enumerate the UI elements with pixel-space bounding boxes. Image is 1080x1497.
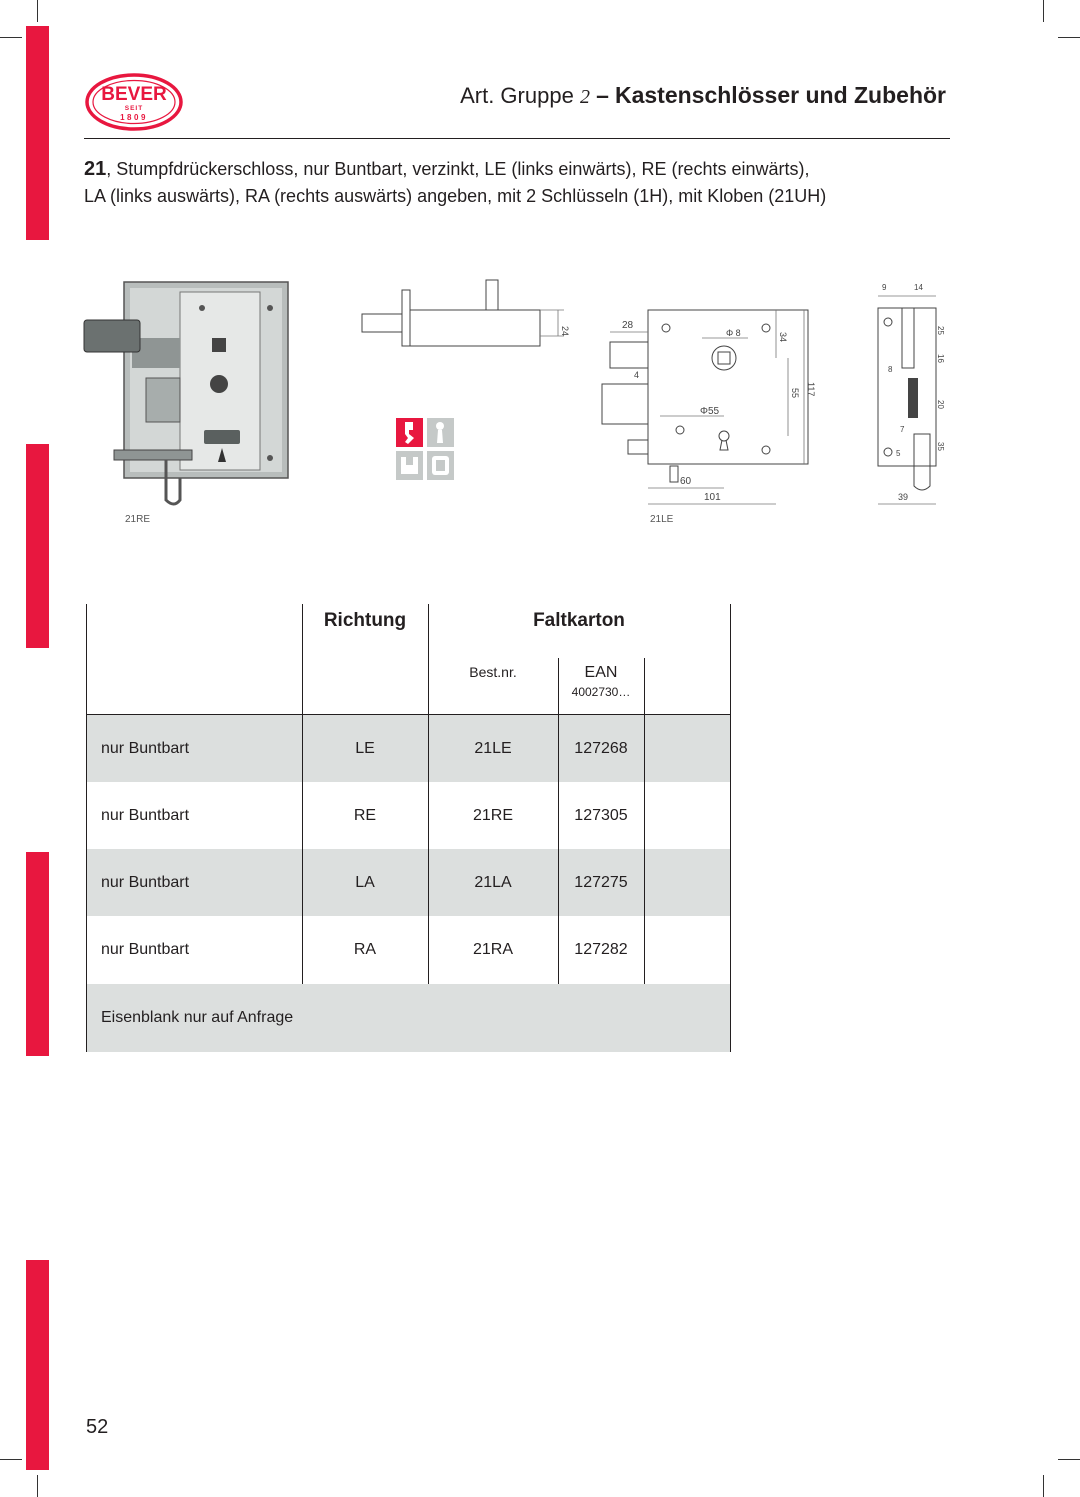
dim-label-24: 24 <box>560 326 570 337</box>
product-description <box>84 156 984 210</box>
page-title <box>460 82 946 109</box>
header-group-number: 2 <box>579 86 590 108</box>
table-row <box>86 782 731 849</box>
logo-wordmark: BEVER <box>101 84 167 105</box>
row-bestnr: 21LE <box>474 740 512 757</box>
dim-label-14: 14 <box>914 283 923 292</box>
logo-tagline: SEIT <box>124 105 144 112</box>
description-line-2: LA (links auswärts), RA (rechts auswärts) angeben, mit 2 Schlüsseln (1H), mit Kloben (21UH) <box>84 186 827 206</box>
header-divider <box>84 138 950 139</box>
dim-label-16: 16 <box>936 354 945 363</box>
header-divider-line <box>86 714 731 715</box>
dim-label-28: 28 <box>622 320 634 331</box>
dim-label-8: 8 <box>888 365 893 374</box>
dim-label-9: 9 <box>882 283 887 292</box>
row-description: nur Buntbart <box>101 941 190 958</box>
lock-front-technical-drawing <box>598 298 820 514</box>
table-row <box>86 849 731 916</box>
dim-label-7: 7 <box>900 425 905 434</box>
product-table <box>86 604 731 1052</box>
bever-logo <box>84 72 184 132</box>
lock-side-technical-drawing <box>870 276 950 512</box>
dim-label-4: 4 <box>634 370 640 380</box>
row-ean: 127305 <box>574 807 628 824</box>
row-bestnr: 21LA <box>474 874 512 891</box>
dim-label-60: 60 <box>680 476 692 487</box>
column-header-faltkarton: Faltkarton <box>533 610 625 631</box>
row-bestnr: 21RE <box>472 807 514 824</box>
table-border <box>86 604 87 1052</box>
footer-note: Eisenblank nur auf Anfrage <box>101 1009 294 1026</box>
row-bestnr: 21RA <box>472 941 514 958</box>
function-pictogram-icon <box>396 418 456 480</box>
column-divider <box>644 658 645 984</box>
table-row <box>86 916 731 983</box>
dim-label-117: 117 <box>806 382 816 397</box>
crop-mark <box>37 0 38 22</box>
photo-caption: 21RE <box>125 514 151 525</box>
table-footer-row <box>86 984 731 1052</box>
column-divider <box>302 604 303 984</box>
crop-mark <box>37 1475 38 1497</box>
page-number: 52 <box>86 1416 109 1438</box>
dim-label-35: 35 <box>936 442 945 451</box>
row-richtung: RA <box>353 941 377 958</box>
crop-mark <box>1058 1459 1080 1460</box>
crop-mark <box>1058 37 1080 38</box>
row-ean: 127282 <box>574 941 628 958</box>
column-divider <box>428 604 429 984</box>
row-ean: 127268 <box>574 740 628 757</box>
lock-photo <box>70 278 295 510</box>
logo-year: 1809 <box>120 113 148 122</box>
index-tab <box>26 852 49 1056</box>
subheader-ean: EAN <box>584 664 618 681</box>
dim-label-34: 34 <box>778 332 788 343</box>
index-tab <box>26 444 49 648</box>
article-number: 21 <box>84 158 107 180</box>
dim-label-39: 39 <box>898 492 909 502</box>
crop-mark <box>0 37 22 38</box>
dim-label-55: 55 <box>790 388 800 399</box>
header-title-text: Kastenschlösser und Zubehör <box>614 82 946 108</box>
description-line-1: , Stumpfdrückerschloss, nur Buntbart, verzinkt, LE (links einwärts), RE (rechts einwärts), <box>106 159 810 179</box>
crop-mark <box>1043 0 1044 22</box>
row-richtung: LA <box>355 874 375 891</box>
dim-label-5: 5 <box>896 449 901 458</box>
subheader-bestnr: Best.nr. <box>469 664 517 680</box>
subheader-ean-prefix: 4002730… <box>571 685 631 699</box>
dim-label-101: 101 <box>704 492 721 503</box>
row-richtung: RE <box>353 807 377 824</box>
table-border <box>730 604 731 1052</box>
index-tab <box>26 26 49 240</box>
row-ean: 127275 <box>574 874 628 891</box>
index-tab <box>26 1260 49 1470</box>
dim-label-20: 20 <box>936 400 945 409</box>
dim-label-backset-55: Φ55 <box>700 406 720 417</box>
row-description: nur Buntbart <box>101 807 190 824</box>
dim-label-diameter-8: Φ 8 <box>726 328 741 338</box>
row-description: nur Buntbart <box>101 740 190 757</box>
column-header-richtung: Richtung <box>323 610 407 631</box>
row-richtung: LE <box>355 740 375 757</box>
column-divider <box>558 658 559 984</box>
drawing-caption: 21LE <box>650 514 674 525</box>
header-prefix: Art. Gruppe <box>460 83 574 108</box>
header-separator: – <box>596 82 609 108</box>
crop-mark <box>0 1459 22 1460</box>
crop-mark <box>1043 1475 1044 1497</box>
table-row <box>86 715 731 782</box>
row-description: nur Buntbart <box>101 874 190 891</box>
dim-label-25: 25 <box>936 326 945 335</box>
lock-top-view-drawing <box>360 276 570 356</box>
